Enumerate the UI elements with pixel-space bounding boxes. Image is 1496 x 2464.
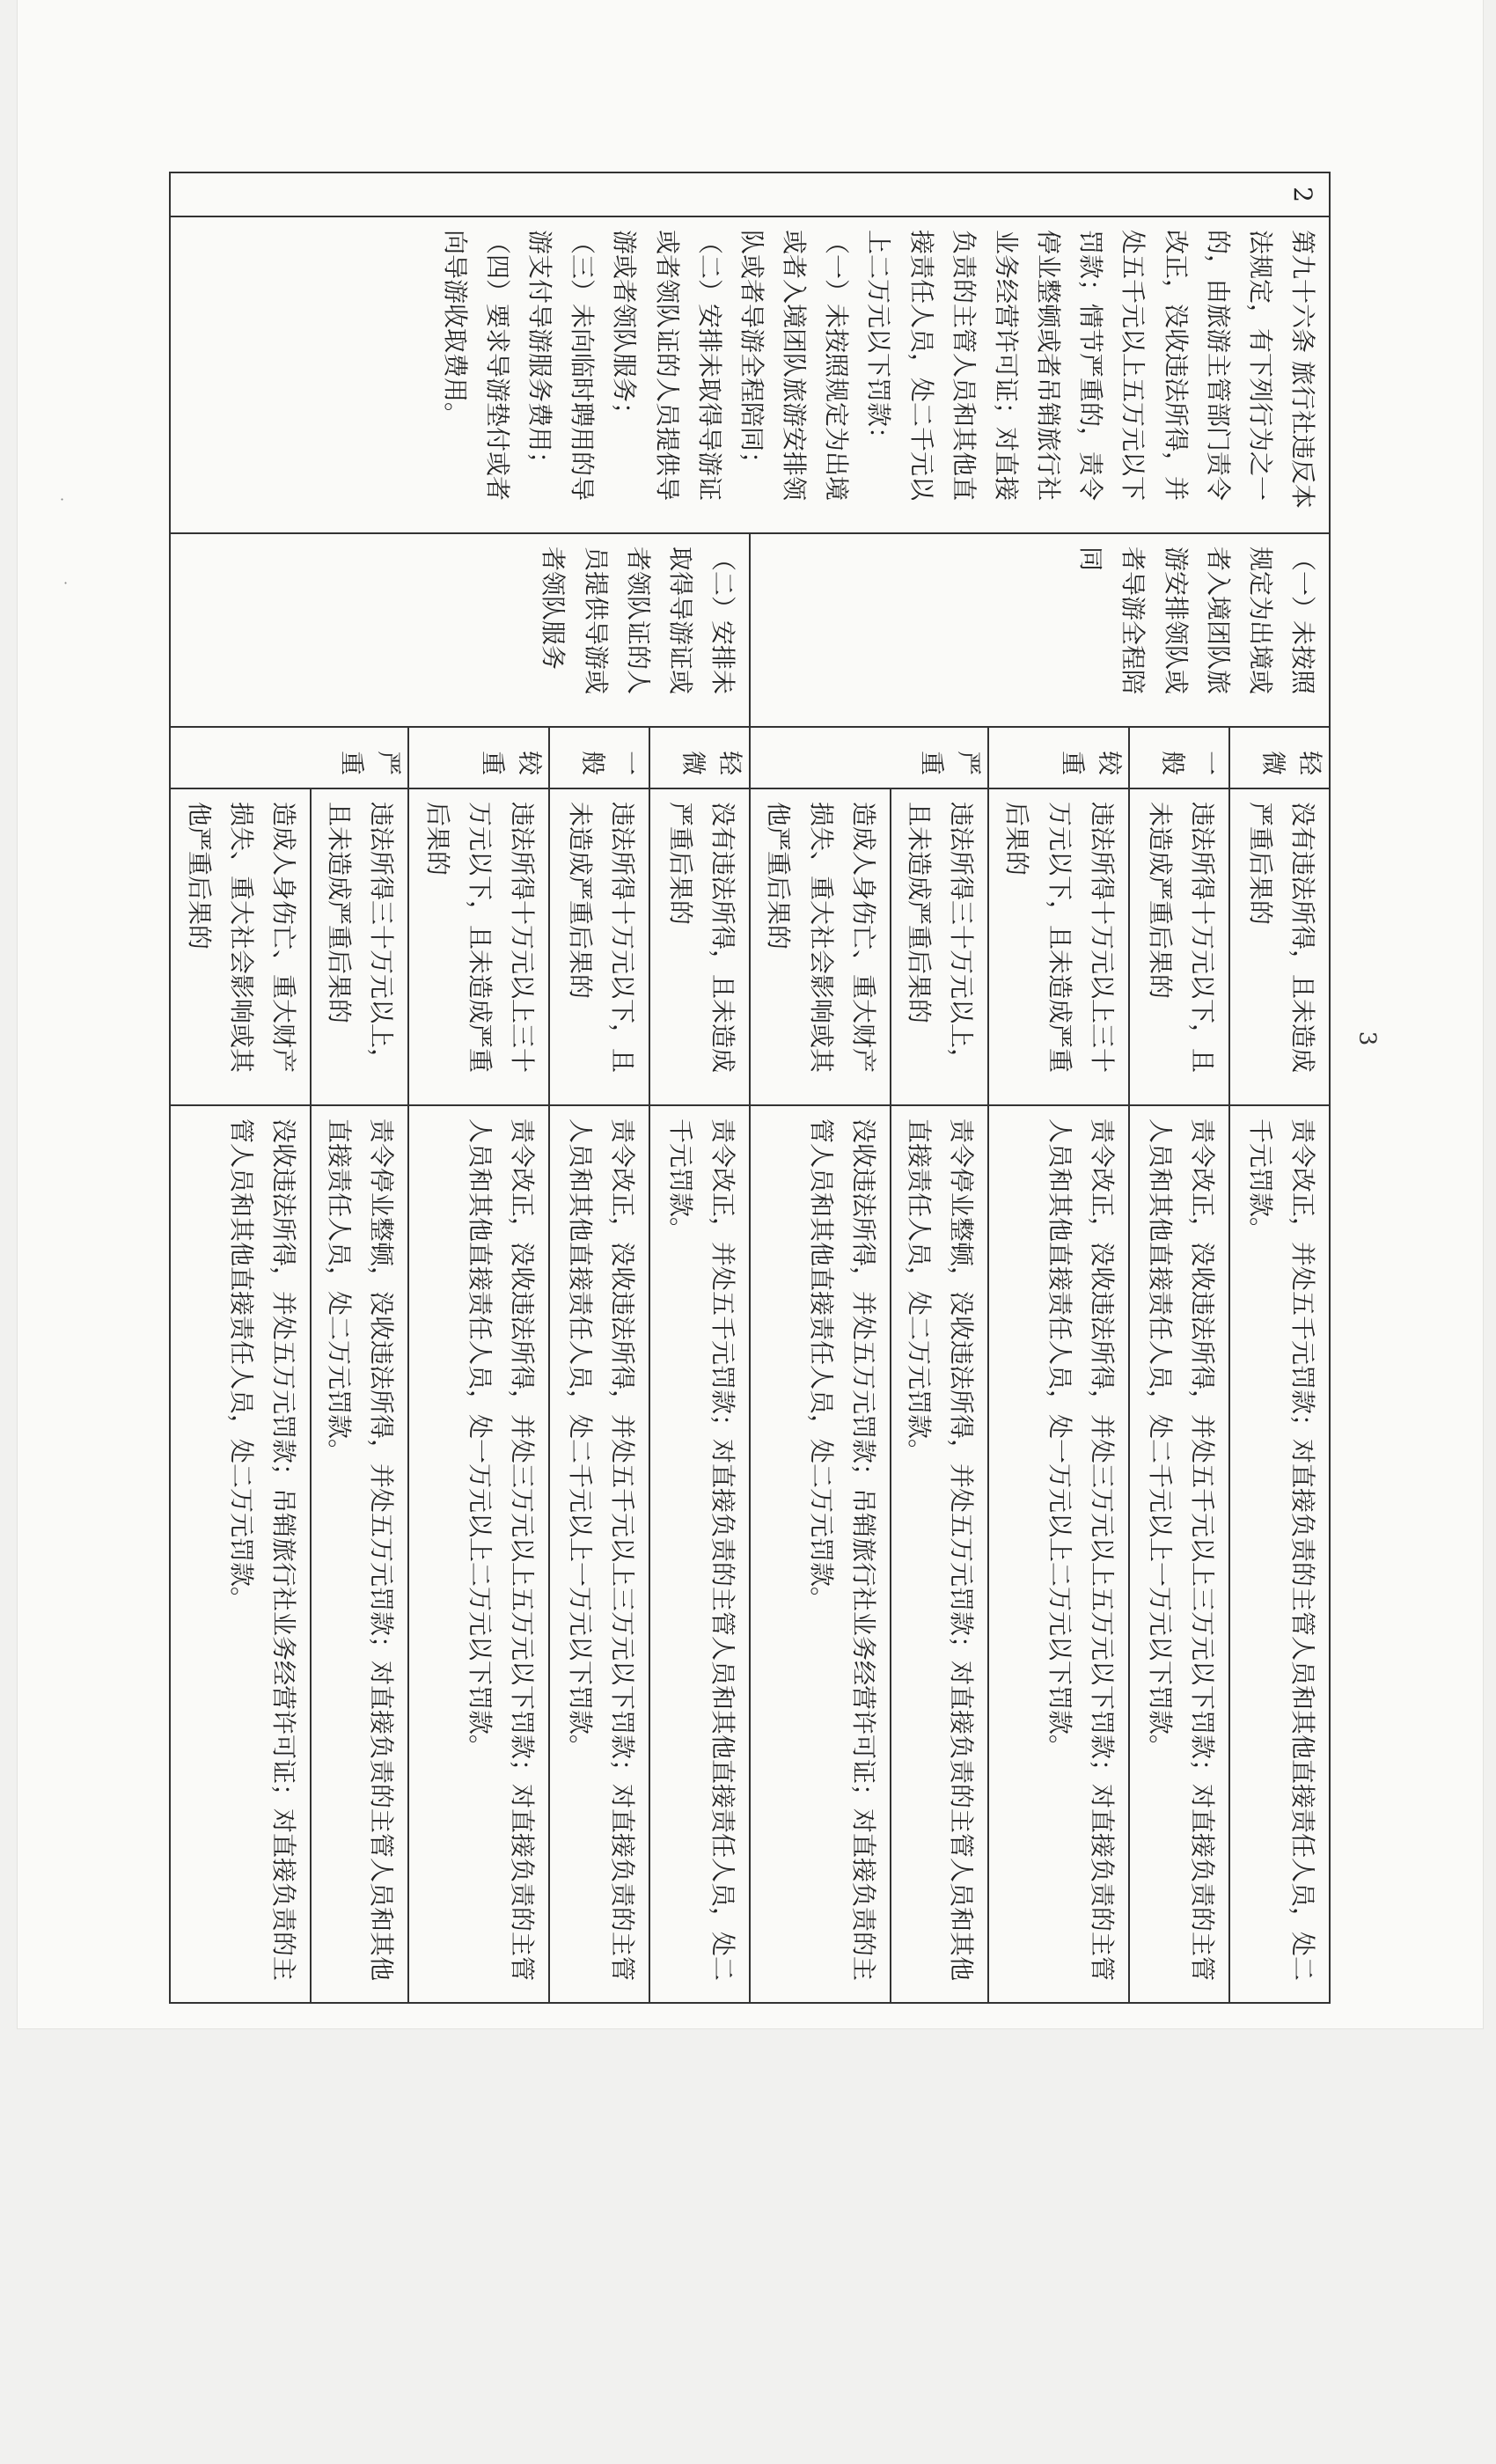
severity-level: 一般 xyxy=(549,727,649,788)
penalty-cell: 责令停业整顿，没收违法所得，并处五万元罚款；对直接负责的主管人员和其他直接责任人员，处二万元罚款。 xyxy=(891,1105,988,2003)
article-item: （一）未按照规定为出境或者入境团队旅游安排领队或者导游全程陪同； xyxy=(737,230,852,502)
page-number: 3 xyxy=(1353,1030,1381,1046)
condition-cell: 违法所得三十万元以上，且未造成严重后果的 xyxy=(891,788,988,1105)
severity-level: 较重 xyxy=(988,727,1129,788)
condition-cell: 违法所得十万元以下，且未造成严重后果的 xyxy=(549,788,649,1105)
penalty-cell: 责令改正，没收违法所得，并处三万元以上五万元以下罚款；对直接负责的主管人员和其他直接责任人员，处一万元以上二万元以下罚款。 xyxy=(988,1105,1129,2003)
row-number: 2 xyxy=(170,172,1330,216)
severity-level: 严重 xyxy=(750,727,988,788)
penalty-cell: 责令改正，没收违法所得，并处五千元以上三万元以下罚款；对直接负责的主管人员和其他直接责任人员，处二千元以上一万元以下罚款。 xyxy=(1129,1105,1229,2003)
rotated-table-page xyxy=(169,172,1331,2002)
article-intro: 第九十六条 旅行社违反本法规定，有下列行为之一的，由旅游主管部门责令改正，没收违法所得，并处五千元以上五万元以下罚款；情节严重的，责令停业整顿或者吊销旅行社业务经营许可证；对直接负责的主管人员和其他直接责任人员，处二千元以上二万元以下罚款： xyxy=(864,230,1317,509)
condition-cell: 造成人身伤亡、重大财产损失、重大社会影响或其他严重后果的 xyxy=(750,788,891,1105)
condition-cell: 造成人身伤亡、重大财产损失、重大社会影响或其他严重后果的 xyxy=(170,788,311,1105)
severity-level: 轻微 xyxy=(649,727,750,788)
penalty-cell: 责令改正，并处五千元罚款；对直接负责的主管人员和其他直接责任人员，处二千元罚款。 xyxy=(1229,1105,1330,2003)
penalty-cell: 没收违法所得，并处五万元罚款；吊销旅行社业务经营许可证；对直接负责的主管人员和其他直接责任人员，处二万元罚款。 xyxy=(750,1105,891,2003)
condition-cell: 违法所得三十万元以上，且未造成严重后果的 xyxy=(311,788,408,1105)
penalty-cell: 责令改正，并处五千元罚款；对直接负责的主管人员和其他直接责任人员，处二千元罚款。 xyxy=(649,1105,750,2003)
condition-cell: 违法所得十万元以上三十万元以下，且未造成严重后果的 xyxy=(988,788,1129,1105)
table-row xyxy=(1229,172,1330,2003)
scan-speck: · xyxy=(60,491,65,508)
severity-level: 较重 xyxy=(408,727,549,788)
article-item: （四）要求导游垫付或者向导游收取费用。 xyxy=(440,230,513,502)
severity-level: 轻微 xyxy=(1229,727,1330,788)
scanned-page xyxy=(18,0,1483,2028)
penalty-cell: 责令停业整顿，没收违法所得，并处五万元罚款；对直接负责的主管人员和其他直接责任人员，处二万元罚款。 xyxy=(311,1105,408,2003)
condition-cell: 没有违法所得，且未造成严重后果的 xyxy=(649,788,750,1105)
condition-cell: 违法所得十万元以下，且未造成严重后果的 xyxy=(1129,788,1229,1105)
condition-cell: 违法所得十万元以上三十万元以下，且未造成严重后果的 xyxy=(408,788,549,1105)
condition-cell: 没有违法所得，且未造成严重后果的 xyxy=(1229,788,1330,1105)
penalty-cell: 责令改正，没收违法所得，并处五千元以上三万元以下罚款；对直接负责的主管人员和其他直接责任人员，处二千元以上一万元以下罚款。 xyxy=(549,1105,649,2003)
violation-behavior: （一）未按照规定为出境或者入境团队旅游安排领队或者导游全程陪同 xyxy=(750,533,1330,727)
severity-level: 严重 xyxy=(170,727,408,788)
article-item: （二）安排未取得导游证或者领队证的人员提供导游或者领队服务； xyxy=(610,230,724,502)
article-item: （三）未向临时聘用的导游支付导游服务费用； xyxy=(525,230,598,502)
violation-behavior: （二）安排未取得导游证或者领队证的人员提供导游或者领队服务 xyxy=(170,533,750,727)
penalty-table xyxy=(169,172,1331,2004)
article-text xyxy=(170,216,1330,533)
scan-speck: · xyxy=(63,575,69,591)
penalty-cell: 责令改正，没收违法所得，并处三万元以上五万元以下罚款；对直接负责的主管人员和其他直接责任人员，处一万元以上二万元以下罚款。 xyxy=(408,1105,549,2003)
penalty-cell: 没收违法所得，并处五万元罚款；吊销旅行社业务经营许可证；对直接负责的主管人员和其他直接责任人员，处二万元罚款。 xyxy=(170,1105,311,2003)
severity-level: 一般 xyxy=(1129,727,1229,788)
